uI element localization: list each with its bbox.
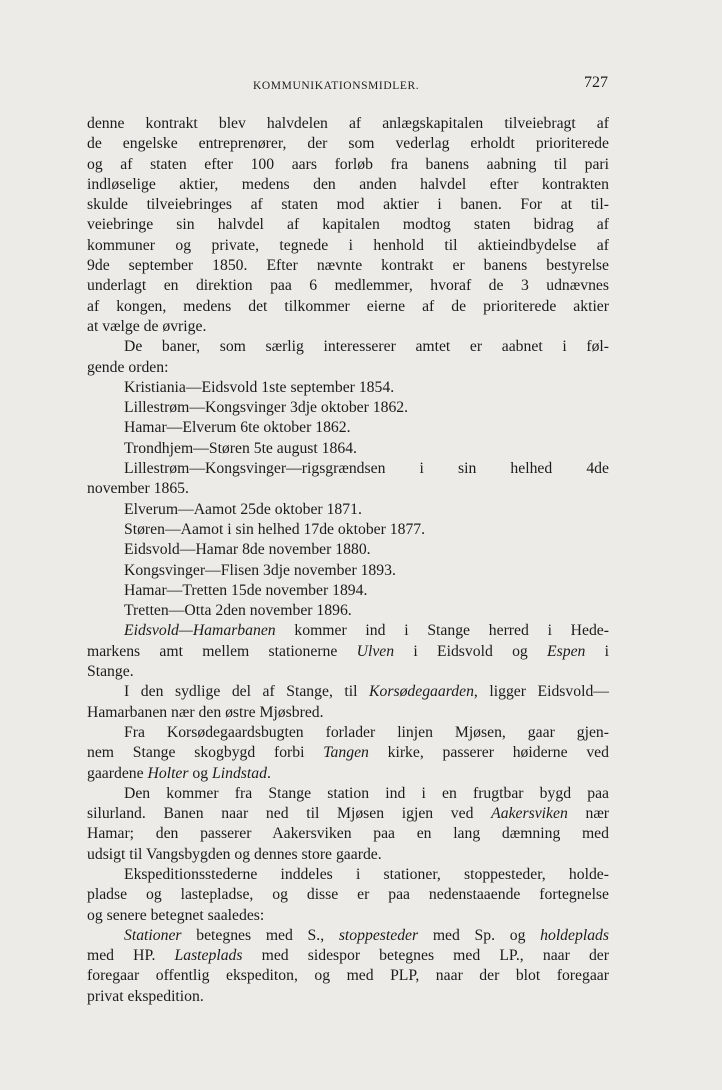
- page-header: [88, 74, 608, 98]
- text-segment: underlagt en direktion paa 6 medlemmer, hvoraf de 3 udnævnes: [87, 277, 609, 295]
- italic-text: Ulven: [356, 642, 395, 660]
- text-segment: og: [188, 764, 213, 782]
- text-segment: nem Stange skogbygd forbi: [87, 744, 324, 762]
- text-line: [87, 804, 609, 824]
- italic-text: Eidsvold—Hamarbanen: [124, 622, 276, 640]
- text-segment: i: [585, 642, 610, 660]
- italic-text: holdeplads: [540, 926, 609, 944]
- text-segment: .: [266, 764, 271, 782]
- text-segment: de engelske entreprenører, der som vederlag erholdt prioriterede: [87, 135, 609, 153]
- text-line: [87, 561, 609, 581]
- page-number: 727: [584, 74, 608, 91]
- text-segment: Ekspeditionsstederne inddeles i stationer, stoppesteder, holde-: [124, 865, 609, 883]
- text-segment: Hamar—Tretten 15de november 1894.: [124, 581, 368, 599]
- text-segment: silurland. Banen naar ned til Mjøsen igjen ved: [87, 805, 492, 823]
- text-segment: privat ekspedition.: [87, 987, 204, 1005]
- italic-text: Holter: [147, 764, 189, 782]
- text-line: [87, 865, 609, 885]
- text-segment: Hamar—Elverum 6te oktober 1862.: [124, 419, 351, 437]
- text-line: [87, 662, 609, 682]
- text-line: [87, 215, 609, 235]
- text-segment: skulde tilveiebringes af staten mod aktier i banen. For at til-: [87, 196, 609, 214]
- text-segment: Kongsvinger—Flisen 3dje november 1893.: [124, 561, 396, 579]
- text-segment: denne kontrakt blev halvdelen af anlægskapitalen tilveiebragt af: [87, 115, 609, 132]
- text-segment: Tretten—Otta 2den november 1896.: [124, 602, 352, 620]
- text-segment: Hamarbanen nær den østre Mjøsbred.: [87, 703, 324, 721]
- text-line: [87, 378, 609, 398]
- text-line: [87, 845, 609, 865]
- text-segment: udsigt til Vangsbygden og dennes store gaarde.: [87, 845, 382, 863]
- text-segment: 9de september 1850. Efter nævnte kontrakt er banens bestyrelse: [87, 257, 609, 275]
- text-segment: , ligger Eidsvold—: [473, 683, 609, 701]
- text-segment: Elverum—Aamot 25de oktober 1871.: [124, 500, 362, 518]
- italic-text: Tangen: [323, 744, 369, 762]
- text-line: [87, 824, 609, 844]
- text-line: [87, 256, 609, 276]
- text-segment: foregaar offentlig ekspediton, og med PLP, naar der blot foregaar: [87, 967, 609, 985]
- text-segment: pladse og lastepladse, og disse er paa nedenstaaende fortegnelse: [87, 886, 609, 904]
- text-line: [87, 398, 609, 418]
- text-line: [87, 601, 609, 621]
- text-line: [87, 195, 609, 215]
- text-segment: Kristiania—Eidsvold 1ste september 1854.: [124, 378, 395, 396]
- text-line: [87, 621, 609, 641]
- text-line: [87, 276, 609, 296]
- text-segment: Lillestrøm—Kongsvinger 3dje oktober 1862.: [124, 399, 409, 417]
- text-line: [87, 987, 609, 1007]
- text-line: [87, 479, 609, 499]
- text-line: [87, 540, 609, 560]
- text-segment: Lillestrøm—Kongsvinger—rigsgrændsen i sin helhed 4de: [124, 460, 609, 478]
- text-segment: indløselige aktier, medens den anden halvdel efter kontrakten: [87, 175, 609, 193]
- text-segment: markens amt mellem stationerne: [87, 642, 357, 660]
- text-segment: af kongen, medens det tilkommer eierne af de prioriterede aktier: [87, 297, 609, 315]
- text-segment: i Eidsvold og: [394, 642, 548, 660]
- text-line: [87, 439, 609, 459]
- text-line: [87, 459, 609, 479]
- text-segment: Den kommer fra Stange station ind i en frugtbar bygd paa: [124, 784, 609, 802]
- text-segment: gende orden:: [87, 358, 169, 376]
- text-segment: gaardene: [87, 764, 148, 782]
- italic-text: Stationer: [124, 926, 182, 944]
- text-segment: nær: [567, 805, 610, 823]
- text-line: [87, 946, 609, 966]
- running-title: KOMMUNIKATIONSMIDLER.: [253, 80, 420, 92]
- text-line: [87, 500, 609, 520]
- text-segment: I den sydlige del af Stange, til: [124, 683, 370, 701]
- text-line: [87, 581, 609, 601]
- text-line: [87, 358, 609, 378]
- text-segment: De baner, som særlig interesserer amtet er aabnet i føl-: [124, 338, 609, 356]
- text-line: [87, 642, 609, 662]
- text-segment: med Sp. og: [418, 926, 541, 944]
- text-segment: og af staten efter 100 aars forløb fra banens aabning til pari: [87, 155, 609, 173]
- italic-text: Aakersviken: [491, 805, 568, 823]
- text-line: [87, 682, 609, 702]
- text-line: [87, 743, 609, 763]
- text-segment: med sidespor betegnes med LP., naar der: [242, 947, 609, 965]
- text-segment: Eidsvold—Hamar 8de november 1880.: [124, 541, 371, 559]
- text-line: [87, 764, 609, 784]
- text-segment: kommuner og private, tegnede i henhold til aktieindbydelse af: [87, 236, 609, 254]
- text-line: [87, 134, 609, 154]
- text-segment: betegnes med S.,: [181, 926, 339, 944]
- body-text: [87, 114, 609, 1007]
- text-line: [87, 317, 609, 337]
- text-segment: kirke, passerer høiderne ved: [368, 744, 609, 762]
- text-segment: Støren—Aamot i sin helhed 17de oktober 1877.: [124, 520, 426, 538]
- text-line: [87, 926, 609, 946]
- italic-text: Lindstad: [212, 764, 267, 782]
- text-line: [87, 520, 609, 540]
- text-segment: Trondhjem—Støren 5te august 1864.: [124, 439, 357, 457]
- text-segment: Fra Korsødegaardsbugten forlader linjen Mjøsen, gaar gjen-: [124, 723, 609, 741]
- text-segment: med HP.: [87, 947, 175, 965]
- text-segment: veiebringe sin halvdel af kapitalen modtog staten bidrag af: [87, 216, 609, 234]
- text-line: [87, 337, 609, 357]
- text-line: [87, 703, 609, 723]
- text-segment: og senere betegnet saaledes:: [87, 906, 265, 924]
- text-line: [87, 175, 609, 195]
- text-line: [87, 966, 609, 986]
- italic-text: Korsødegaarden: [369, 683, 474, 701]
- text-segment: at vælge de øvrige.: [87, 317, 207, 335]
- text-line: [87, 784, 609, 804]
- text-line: [87, 906, 609, 926]
- text-line: [87, 114, 609, 134]
- italic-text: Espen: [547, 642, 586, 660]
- text-segment: kommer ind i Stange herred i Hede-: [275, 622, 609, 640]
- text-line: [87, 418, 609, 438]
- text-segment: Stange.: [87, 663, 134, 681]
- italic-text: Lasteplads: [174, 947, 243, 965]
- text-line: [87, 297, 609, 317]
- italic-text: stoppesteder: [338, 926, 419, 944]
- text-line: [87, 155, 609, 175]
- text-segment: Hamar; den passerer Aakersviken paa en lang dæmning med: [87, 825, 609, 843]
- text-segment: november 1865.: [87, 480, 189, 498]
- text-line: [87, 885, 609, 905]
- text-line: [87, 723, 609, 743]
- text-line: [87, 236, 609, 256]
